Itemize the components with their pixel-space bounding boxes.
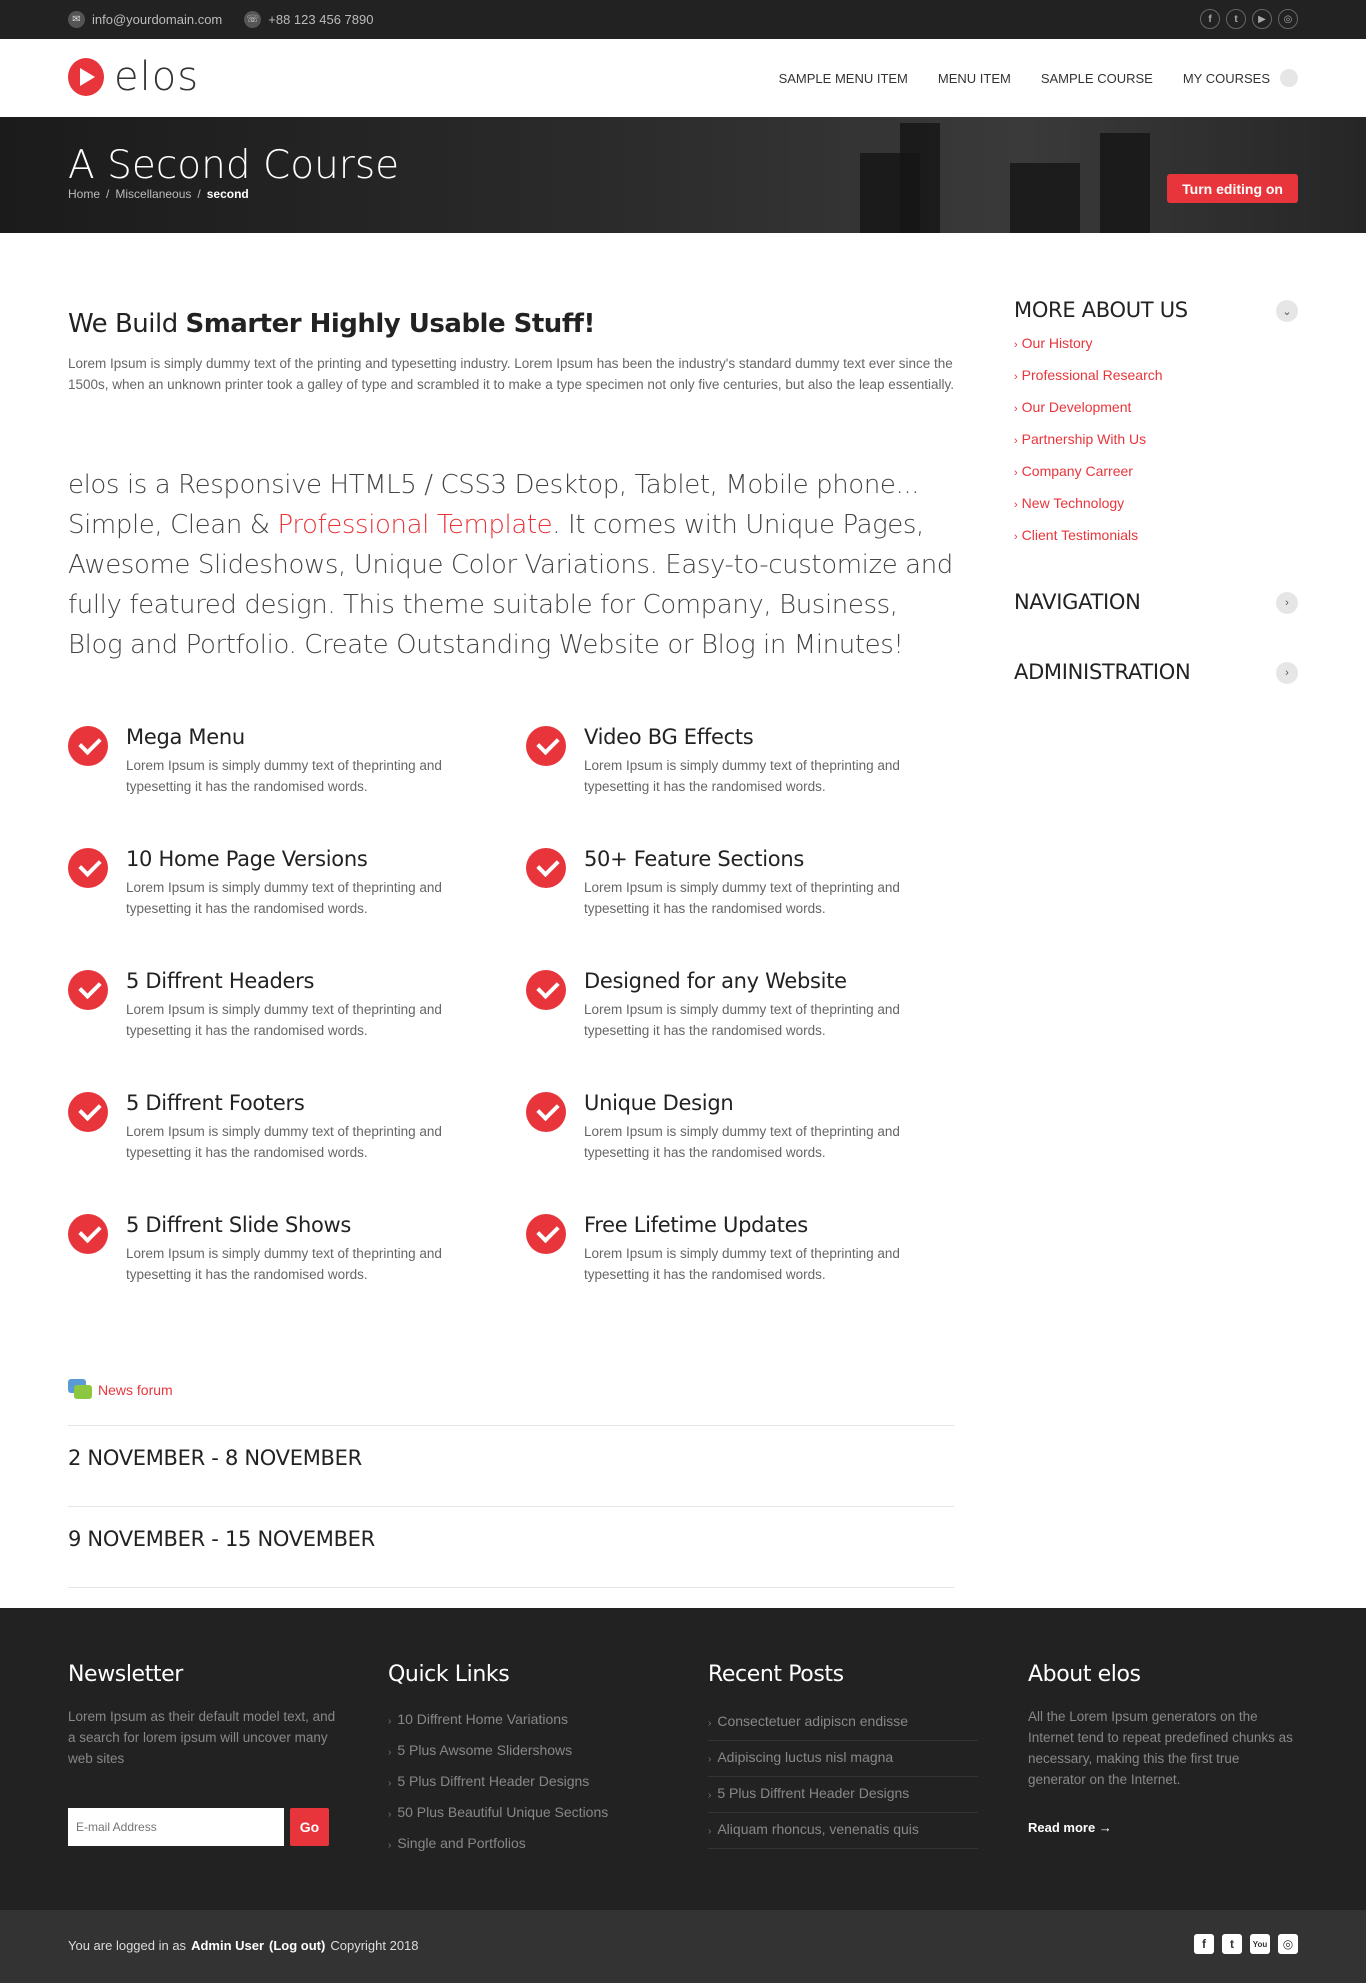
feature-text: Lorem Ipsum is simply dummy text of theprinting and typesetting it has the randomised words. (584, 758, 900, 794)
recent-post-link[interactable]: › 5 Plus Diffrent Header Designs (708, 1777, 978, 1813)
chevron-down-icon[interactable]: ⌄ (1276, 300, 1298, 322)
hero-bg-building (900, 123, 940, 233)
chevron-right-icon[interactable]: › (1276, 592, 1298, 614)
week-section (68, 1425, 954, 1505)
section-title[interactable]: 9 NOVEMBER - 15 NOVEMBER (68, 1527, 375, 1551)
feature-title: 5 Diffrent Headers (126, 969, 315, 993)
footer-title: Recent Posts (708, 1662, 844, 1687)
check-icon (526, 970, 566, 1010)
quick-link[interactable]: › 10 Diffrent Home Variations (388, 1711, 569, 1727)
feature-text: Lorem Ipsum is simply dummy text of theprinting and typesetting it has the randomised words. (584, 880, 900, 916)
check-icon (68, 1092, 108, 1132)
feature-title: Free Lifetime Updates (584, 1213, 808, 1237)
email-text: info@yourdomain.com (92, 12, 223, 27)
lead-text-after: . It comes with Unique Pages, Awesome Slideshows, Unique Color Variations. Easy-to-customize and fully featured design. This theme suitable for Company, Business, Blog and Portfolio. Create Outstanding Website or Blog in Minutes! (68, 510, 953, 660)
breadcrumb-current: second (206, 187, 249, 201)
phone-icon: ☏ (244, 11, 261, 28)
feature-text: Lorem Ipsum is simply dummy text of theprinting and typesetting it has the randomised words. (126, 880, 442, 916)
section-title[interactable]: 2 NOVEMBER - 8 NOVEMBER (68, 1446, 362, 1470)
lead-paragraph (68, 465, 958, 665)
logo-play-icon (68, 58, 104, 96)
intro-title-bold: Smarter Highly Usable Stuff! (185, 309, 595, 339)
breadcrumb-home[interactable]: Home (68, 187, 101, 201)
bottom-social-links (1194, 1934, 1298, 1954)
breadcrumb-separator: / (106, 187, 110, 201)
feature-title: 5 Diffrent Slide Shows (126, 1213, 352, 1237)
main-nav (779, 39, 1270, 117)
phone-text: +88 123 456 7890 (268, 12, 374, 27)
sidebar-link[interactable]: › Partnership With Us (1014, 431, 1147, 447)
feature-title: 5 Diffrent Footers (126, 1091, 305, 1115)
site-header (0, 39, 1366, 117)
check-icon (526, 1092, 566, 1132)
newsletter-form (68, 1808, 338, 1846)
more-about-list (1014, 328, 1298, 552)
email-icon: ✉ (68, 11, 85, 28)
lead-text-before: elos is a Responsive HTML5 / CSS3 Desktop, Tablet, Mobile phone... Simple, Clean & (68, 470, 920, 540)
chevron-right-icon[interactable]: › (1276, 662, 1298, 684)
bottom-bar (0, 1910, 1366, 1983)
facebook-icon[interactable]: f (1194, 1934, 1214, 1954)
twitter-icon[interactable]: t (1222, 1934, 1242, 1954)
phone-item[interactable] (244, 11, 373, 28)
section-divider (68, 1587, 954, 1588)
quick-link[interactable]: › Single and Portfolios (388, 1835, 526, 1851)
sidebar-link[interactable]: › New Technology (1014, 495, 1125, 511)
login-prefix: You are logged in as (68, 1938, 187, 1953)
logo-text: elos (114, 54, 200, 100)
turn-editing-on-button[interactable]: Turn editing on (1167, 174, 1298, 203)
copyright-text: Copyright 2018 (330, 1938, 419, 1953)
about-column (1028, 1662, 1298, 1837)
feature-title: 50+ Feature Sections (584, 847, 804, 871)
login-info (68, 1938, 419, 1953)
sidebar-link[interactable]: › Client Testimonials (1014, 527, 1139, 543)
block-title[interactable]: NAVIGATION (1014, 590, 1141, 614)
quick-link[interactable]: › 5 Plus Awsome Slidershows (388, 1742, 573, 1758)
feature-text: Lorem Ipsum is simply dummy text of theprinting and typesetting it has the randomised words. (584, 1002, 900, 1038)
recent-post-link[interactable]: › Adipiscing luctus nisl magna (708, 1741, 978, 1777)
sidebar-link[interactable]: › Our Development (1014, 399, 1132, 415)
instagram-icon[interactable]: ◎ (1278, 9, 1298, 29)
read-more-link[interactable]: Read more → (1028, 1820, 1112, 1835)
contact-info (68, 0, 373, 39)
feature-title: Unique Design (584, 1091, 734, 1115)
feature-title: Designed for any Website (584, 969, 847, 993)
quick-links-column (388, 1662, 658, 1860)
navigation-block (1014, 590, 1298, 614)
about-text: All the Lorem Ipsum generators on the Internet tend to repeat predefined chunks as necessary, making this the first true generator on the Internet. (1028, 1709, 1293, 1787)
feature-text: Lorem Ipsum is simply dummy text of theprinting and typesetting it has the randomised words. (126, 1124, 442, 1160)
newsletter-column (68, 1662, 338, 1846)
user-link[interactable]: Admin User (191, 1938, 265, 1953)
email-input[interactable] (68, 1808, 284, 1846)
sidebar-link[interactable]: › Our History (1014, 335, 1093, 351)
footer-title: About elos (1028, 1662, 1141, 1687)
nav-sample-menu-item[interactable]: SAMPLE MENU ITEM (778, 70, 908, 86)
footer-title: Newsletter (68, 1662, 183, 1687)
site-logo[interactable] (68, 54, 200, 100)
quick-link[interactable]: › 5 Plus Diffrent Header Designs (388, 1773, 590, 1789)
feature-text: Lorem Ipsum is simply dummy text of theprinting and typesetting it has the randomised words. (584, 1246, 900, 1282)
user-avatar[interactable] (1280, 69, 1298, 87)
intro-title-normal: We Build (68, 309, 186, 339)
nav-sample-course[interactable]: SAMPLE COURSE (1040, 70, 1153, 86)
nav-my-courses[interactable]: MY COURSES (1182, 70, 1270, 86)
page-hero (0, 117, 1366, 233)
intro-title (68, 309, 595, 339)
recent-post-link[interactable]: › Consectetuer adipiscn endisse (708, 1705, 978, 1741)
breadcrumb-separator: / (197, 187, 201, 201)
recent-posts-column (708, 1662, 978, 1849)
check-icon (526, 848, 566, 888)
forum-icon (68, 1379, 92, 1401)
youtube-icon[interactable]: You (1250, 1934, 1270, 1954)
sidebar-link[interactable]: › Professional Research (1014, 367, 1163, 383)
site-footer (0, 1608, 1366, 1910)
check-icon (526, 726, 566, 766)
lead-highlight: Professional Template (277, 510, 553, 540)
intro-text: Lorem Ipsum is simply dummy text of the printing and typesetting industry. Lorem Ipsum has been the industry's standard dummy text ever since the 1500s, when an unknown printer took a galley of type and scrambled it to make a type specimen not only five centuries, but also the leap essentially. (68, 356, 955, 392)
youtube-icon[interactable]: ▶ (1252, 9, 1272, 29)
arrow-right-icon: → (1098, 1820, 1112, 1835)
news-forum-label: News forum (98, 1382, 173, 1398)
check-icon (68, 970, 108, 1010)
breadcrumb-category[interactable]: Miscellaneous (115, 187, 192, 201)
recent-posts-list (708, 1705, 978, 1849)
block-title[interactable]: ADMINISTRATION (1014, 660, 1191, 684)
recent-post-link[interactable]: › Aliquam rhoncus, venenatis quis (708, 1813, 978, 1849)
check-icon (526, 1214, 566, 1254)
top-bar (0, 0, 1366, 39)
administration-block (1014, 660, 1298, 684)
nav-menu-item[interactable]: MENU ITEM (937, 70, 1011, 86)
check-icon (68, 726, 108, 766)
email-item[interactable] (68, 11, 222, 28)
news-forum-link[interactable] (68, 1379, 173, 1401)
footer-title: Quick Links (388, 1662, 510, 1687)
instagram-icon[interactable]: ◎ (1278, 1934, 1298, 1954)
feature-text: Lorem Ipsum is simply dummy text of theprinting and typesetting it has the randomised words. (126, 1002, 442, 1038)
facebook-icon[interactable]: f (1200, 9, 1220, 29)
twitter-icon[interactable]: t (1226, 9, 1246, 29)
page-title: A Second Course (68, 143, 400, 188)
feature-title: Video BG Effects (584, 725, 754, 749)
week-section (68, 1506, 954, 1586)
quick-link[interactable]: › 50 Plus Beautiful Unique Sections (388, 1804, 609, 1820)
feature-text: Lorem Ipsum is simply dummy text of theprinting and typesetting it has the randomised words. (126, 1246, 442, 1282)
hero-bg-building (1100, 133, 1150, 233)
feature-text: Lorem Ipsum is simply dummy text of theprinting and typesetting it has the randomised words. (126, 758, 442, 794)
check-icon (68, 1214, 108, 1254)
feature-title: Mega Menu (126, 725, 245, 749)
more-about-block (1014, 298, 1298, 552)
breadcrumb (68, 187, 249, 201)
block-title: MORE ABOUT US (1014, 298, 1188, 322)
feature-text: Lorem Ipsum is simply dummy text of theprinting and typesetting it has the randomised words. (584, 1124, 900, 1160)
check-icon (68, 848, 108, 888)
logout-link[interactable]: (Log out) (269, 1938, 326, 1953)
quick-links-list (388, 1705, 658, 1860)
top-social-links (1200, 9, 1298, 29)
feature-title: 10 Home Page Versions (126, 847, 368, 871)
sidebar-link[interactable]: › Company Carreer (1014, 463, 1133, 479)
newsletter-go-button[interactable]: Go (290, 1808, 329, 1846)
hero-bg-building (1010, 163, 1080, 233)
newsletter-text: Lorem Ipsum as their default model text, and a search for lorem ipsum will uncover many web sites (68, 1709, 336, 1766)
